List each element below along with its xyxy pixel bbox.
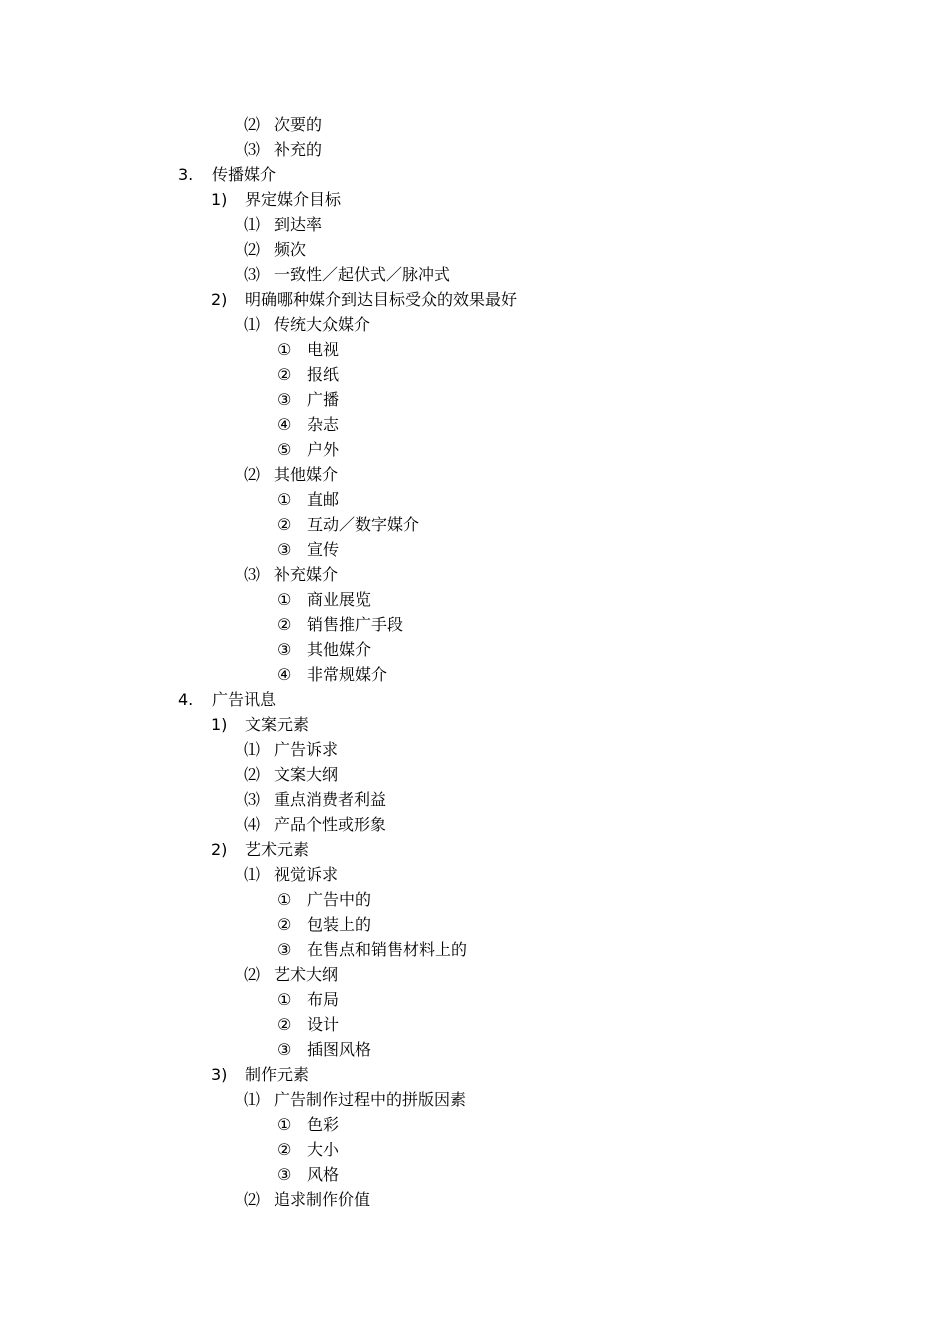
- outline-item-number: ①: [277, 1115, 292, 1134]
- outline-item-text: 一致性／起伏式／脉冲式: [274, 265, 451, 284]
- outline-item-level-2: [0, 187, 950, 212]
- outline-item-text: 包装上的: [307, 915, 372, 934]
- outline-item-text: 次要的: [274, 115, 323, 134]
- outline-item-text: 广告诉求: [274, 740, 339, 759]
- outline-item-number: ⑶: [244, 265, 261, 284]
- outline-item-number: ⑤: [277, 440, 292, 459]
- outline-item-number: 2): [211, 840, 228, 859]
- outline-item-text: 色彩: [307, 1115, 340, 1134]
- outline-item-text: 重点消费者利益: [274, 790, 387, 809]
- outline-item-level-3: [0, 812, 950, 837]
- outline-item-number: ⑶: [244, 140, 261, 159]
- outline-item-text: 文案大纲: [274, 765, 339, 784]
- outline-item-number: ③: [277, 1040, 292, 1059]
- outline-item-text: 界定媒介目标: [245, 190, 342, 209]
- outline-item-text: 文案元素: [245, 715, 310, 734]
- outline-item-level-4: [0, 487, 950, 512]
- outline-item-level-1: [0, 162, 950, 187]
- outline-item-text: 频次: [274, 240, 307, 259]
- outline-item-level-4: [0, 1137, 950, 1162]
- outline-item-number: ⑵: [244, 965, 261, 984]
- outline-item-level-4: [0, 1037, 950, 1062]
- outline-item-text: 传播媒介: [212, 165, 277, 184]
- outline-item-level-3: [0, 137, 950, 162]
- outline-item-number: ②: [277, 1015, 292, 1034]
- outline-item-text: 布局: [307, 990, 340, 1009]
- outline-item-level-4: [0, 1112, 950, 1137]
- outline-item-level-3: [0, 737, 950, 762]
- outline-item-text: 电视: [307, 340, 340, 359]
- outline-item-level-4: [0, 437, 950, 462]
- outline-item-text: 广告讯息: [212, 690, 277, 709]
- outline-item-level-4: [0, 887, 950, 912]
- outline-item-number: ⑴: [244, 865, 261, 884]
- outline-item-level-4: [0, 337, 950, 362]
- outline-item-level-3: [0, 462, 950, 487]
- outline-item-level-3: [0, 212, 950, 237]
- outline-item-text: 商业展览: [307, 590, 372, 609]
- outline-item-level-4: [0, 912, 950, 937]
- outline-item-level-3: [0, 262, 950, 287]
- outline-item-text: 在售点和销售材料上的: [307, 940, 468, 959]
- outline-item-text: 户外: [307, 440, 340, 459]
- outline-item-level-3: [0, 1187, 950, 1212]
- outline-item-text: 视觉诉求: [274, 865, 339, 884]
- outline-item-number: 3.: [178, 165, 194, 184]
- outline-item-number: 1): [211, 715, 228, 734]
- outline-item-level-4: [0, 637, 950, 662]
- outline-item-text: 其他媒介: [307, 640, 372, 659]
- outline-item-level-4: [0, 362, 950, 387]
- outline-item-number: ①: [277, 890, 292, 909]
- outline-item-number: 3): [211, 1065, 228, 1084]
- outline-item-number: ⑵: [244, 115, 261, 134]
- outline-item-text: 插图风格: [307, 1040, 372, 1059]
- outline-item-number: ③: [277, 540, 292, 559]
- outline-item-level-3: [0, 962, 950, 987]
- outline-item-number: ③: [277, 640, 292, 659]
- outline-item-level-4: [0, 587, 950, 612]
- outline-item-number: 4.: [178, 690, 194, 709]
- outline-item-text: 补充的: [274, 140, 323, 159]
- outline-item-level-3: [0, 562, 950, 587]
- outline-item-number: 2): [211, 290, 228, 309]
- outline-item-level-4: [0, 1012, 950, 1037]
- outline-item-text: 补充媒介: [274, 565, 339, 584]
- outline-item-level-3: [0, 237, 950, 262]
- outline-item-number: 1): [211, 190, 228, 209]
- outline-item-level-3: [0, 787, 950, 812]
- outline-item-level-3: [0, 112, 950, 137]
- outline-item-number: ②: [277, 1140, 292, 1159]
- outline-item-level-1: [0, 687, 950, 712]
- outline-item-text: 制作元素: [245, 1065, 310, 1084]
- outline-item-level-4: [0, 937, 950, 962]
- outline-item-text: 设计: [307, 1015, 340, 1034]
- outline-item-number: ②: [277, 515, 292, 534]
- outline-item-text: 追求制作价值: [274, 1190, 371, 1209]
- outline-item-text: 杂志: [307, 415, 340, 434]
- outline-item-number: ②: [277, 365, 292, 384]
- outline-item-text: 到达率: [274, 215, 323, 234]
- outline-item-number: ②: [277, 615, 292, 634]
- outline-item-level-4: [0, 662, 950, 687]
- outline-item-number: ⑴: [244, 740, 261, 759]
- outline-item-text: 其他媒介: [274, 465, 339, 484]
- outline-item-text: 非常规媒介: [307, 665, 388, 684]
- outline-item-level-4: [0, 612, 950, 637]
- outline-item-number: ⑵: [244, 765, 261, 784]
- outline-item-level-4: [0, 512, 950, 537]
- outline-item-text: 直邮: [307, 490, 340, 509]
- outline-item-number: ①: [277, 340, 292, 359]
- outline-item-number: ④: [277, 665, 292, 684]
- outline-item-number: ②: [277, 915, 292, 934]
- outline-item-number: ⑵: [244, 1190, 261, 1209]
- outline-item-number: ①: [277, 990, 292, 1009]
- outline-item-number: ③: [277, 1165, 292, 1184]
- outline-item-text: 大小: [307, 1140, 340, 1159]
- outline-item-text: 广告中的: [307, 890, 372, 909]
- outline-item-level-4: [0, 412, 950, 437]
- outline-item-level-2: [0, 287, 950, 312]
- outline-item-level-4: [0, 1162, 950, 1187]
- outline-item-level-4: [0, 387, 950, 412]
- outline-item-text: 传统大众媒介: [274, 315, 371, 334]
- outline-item-level-2: [0, 712, 950, 737]
- outline-item-number: ③: [277, 940, 292, 959]
- outline-item-level-3: [0, 862, 950, 887]
- outline-item-text: 广告制作过程中的拼版因素: [274, 1090, 467, 1109]
- outline-item-level-2: [0, 1062, 950, 1087]
- outline-item-number: ①: [277, 590, 292, 609]
- outline-item-number: ①: [277, 490, 292, 509]
- outline-item-number: ⑷: [244, 815, 261, 834]
- outline-item-number: ④: [277, 415, 292, 434]
- outline-item-text: 报纸: [307, 365, 340, 384]
- outline-item-number: ⑶: [244, 790, 261, 809]
- outline-item-level-3: [0, 1087, 950, 1112]
- outline-item-number: ⑴: [244, 215, 261, 234]
- outline-item-text: 宣传: [307, 540, 340, 559]
- outline-item-text: 广播: [307, 390, 340, 409]
- outline-item-text: 销售推广手段: [307, 615, 404, 634]
- outline-item-number: ⑶: [244, 565, 261, 584]
- outline-item-text: 艺术元素: [245, 840, 310, 859]
- outline-item-level-3: [0, 312, 950, 337]
- outline-item-number: ③: [277, 390, 292, 409]
- outline-item-number: ⑴: [244, 315, 261, 334]
- outline-item-number: ⑴: [244, 1090, 261, 1109]
- outline-item-text: 产品个性或形象: [274, 815, 387, 834]
- outline-item-number: ⑵: [244, 465, 261, 484]
- outline-item-text: 明确哪种媒介到达目标受众的效果最好: [245, 290, 518, 309]
- outline-item-number: ⑵: [244, 240, 261, 259]
- outline-item-level-3: [0, 762, 950, 787]
- outline-item-text: 风格: [307, 1165, 340, 1184]
- outline-item-level-4: [0, 537, 950, 562]
- outline-item-text: 艺术大纲: [274, 965, 339, 984]
- outline-item-level-4: [0, 987, 950, 1012]
- outline-item-text: 互动／数字媒介: [307, 515, 420, 534]
- document-outline: [0, 112, 950, 1212]
- outline-item-level-2: [0, 837, 950, 862]
